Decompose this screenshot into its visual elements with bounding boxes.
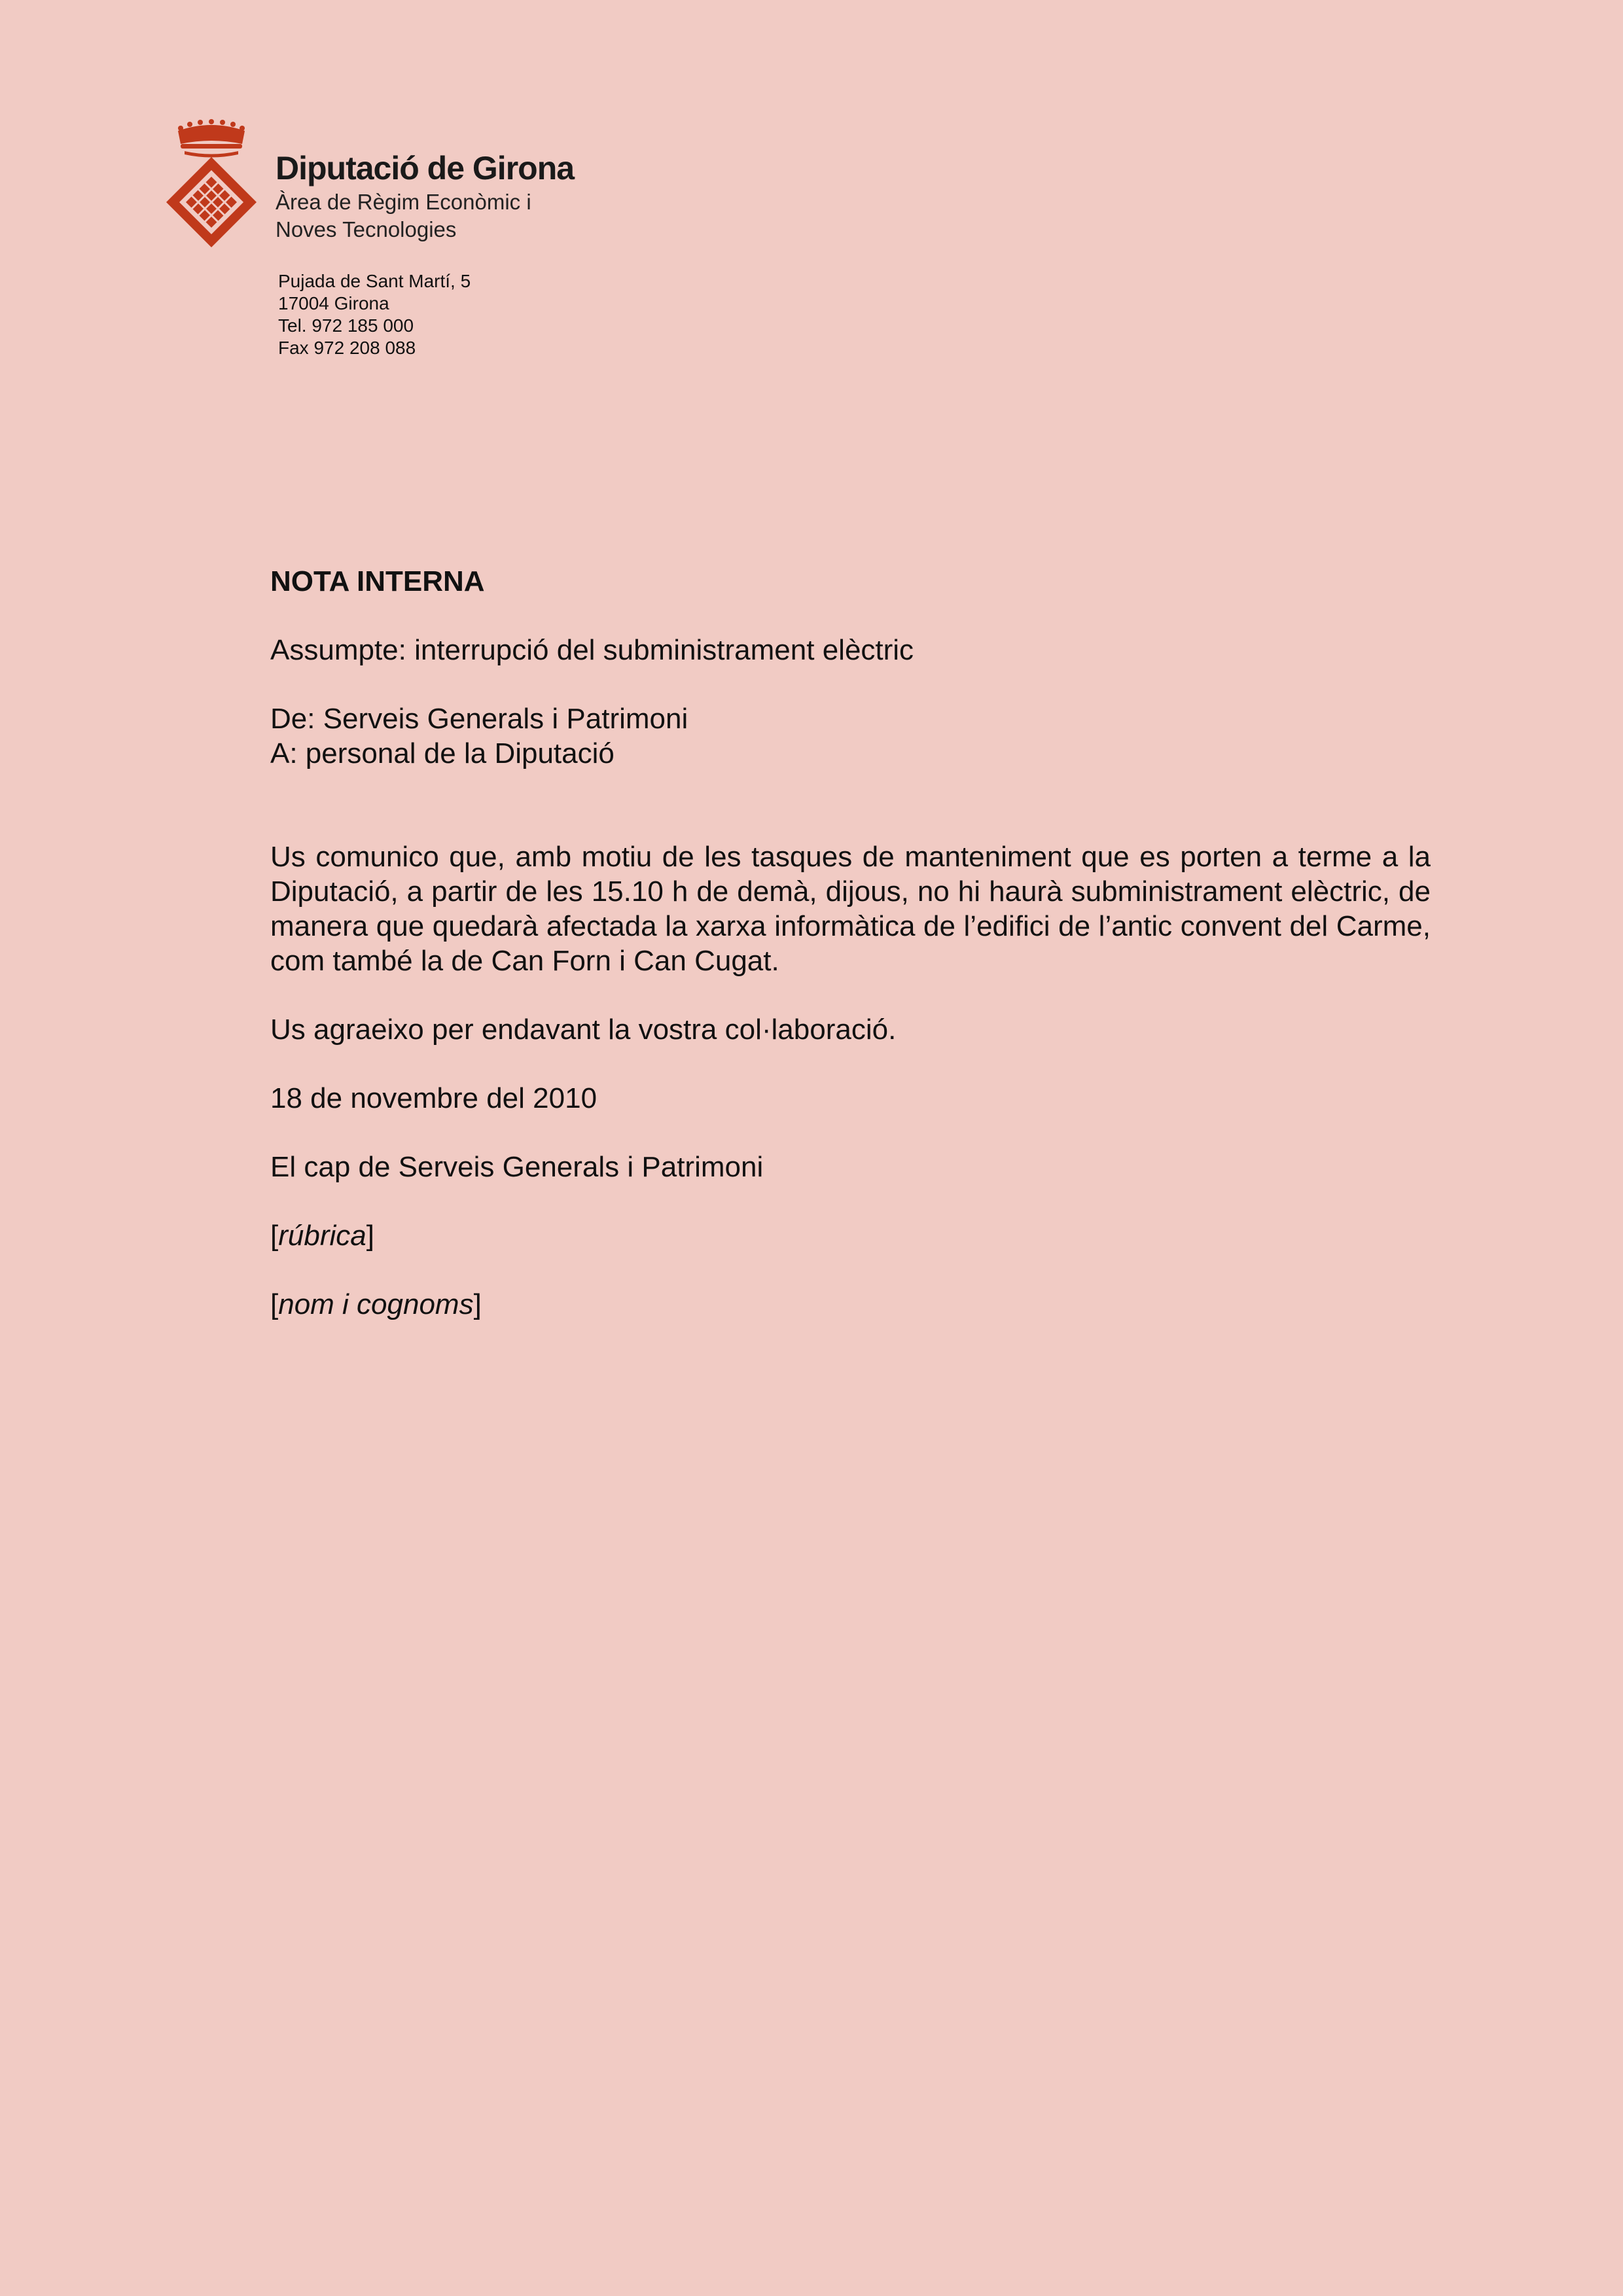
org-department [276, 188, 668, 243]
memo-body: Us comunico que, amb motiu de les tasques de manteniment que es porten a terme a la Diputació, a partir de les 15.10 h de demà, dijous, no hi haurà subministrament elèctric, de manera que quedarà afectada la xarxa informàtica de l’edifici de l’antic convent del Carme, com també la de Can Forn i Can Cugat. [270, 841, 1431, 977]
memo-thanks: Us agraeixo per endavant la vostra col·laboració. [270, 1014, 897, 1046]
dept-line-1: Àrea de Règim Econòmic i [276, 190, 531, 214]
address-city: 17004 Girona [278, 293, 389, 313]
name-placeholder-text: nom i cognoms [278, 1288, 474, 1320]
address-block [278, 270, 471, 359]
memo-content [270, 564, 1431, 1356]
signature-placeholder: [rúbrica] [270, 1220, 374, 1252]
dept-line-2: Noves Tecnologies [276, 217, 457, 241]
memo-subject: Assumpte: interrupció del subministrament elèctric [270, 634, 914, 666]
memo-date: 18 de novembre del 2010 [270, 1082, 597, 1114]
address-fax: Fax 972 208 088 [278, 338, 416, 358]
address-telephone: Tel. 972 185 000 [278, 315, 414, 336]
signature-placeholder-text: rúbrica [278, 1220, 366, 1252]
memo-to: A: personal de la Diputació [270, 737, 615, 769]
signer-title: El cap de Serveis Generals i Patrimoni [270, 1151, 764, 1183]
diputacio-girona-crest-icon [165, 119, 258, 247]
memo-title: NOTA INTERNA [270, 565, 485, 597]
org-name: Diputació de Girona [276, 150, 575, 186]
memo-from: De: Serveis Generals i Patrimoni [270, 703, 688, 735]
name-placeholder: [nom i cognoms] [270, 1288, 482, 1320]
address-street: Pujada de Sant Martí, 5 [278, 271, 471, 291]
